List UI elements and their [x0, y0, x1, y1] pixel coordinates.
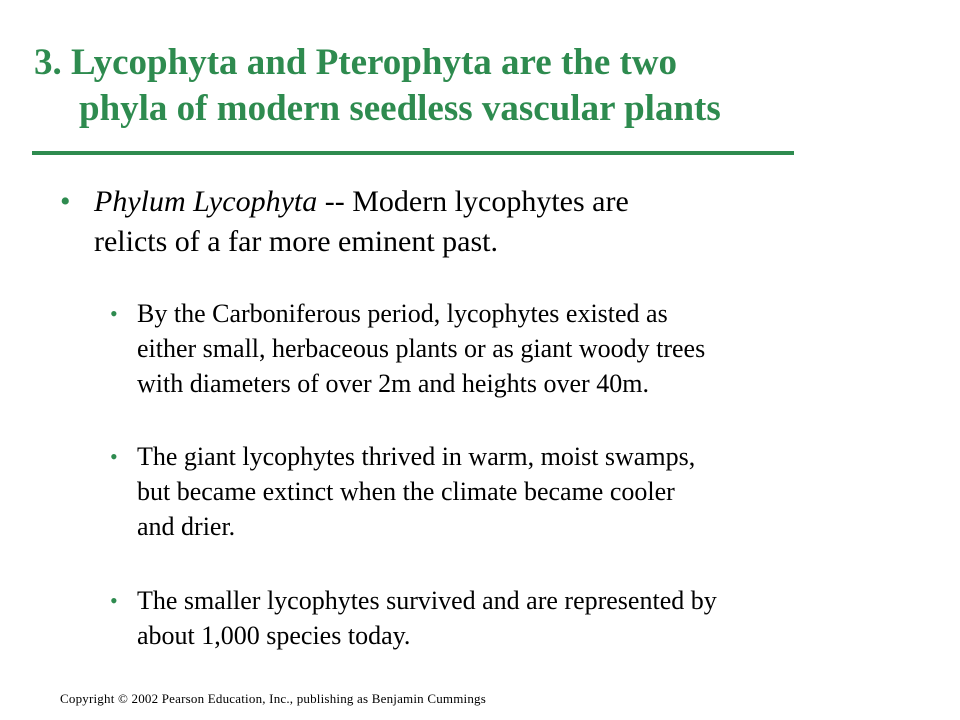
sub-bullet-line: but became extinct when the climate became cooler: [137, 477, 675, 506]
title-divider: [32, 151, 794, 155]
bullet-dot-icon: •: [60, 185, 71, 218]
sub-bullet-dot-icon: •: [110, 444, 118, 469]
sub-bullet-text: [137, 296, 927, 401]
main-bullet-line-2: relicts of a far more eminent past.: [94, 225, 499, 258]
title-line-1: 3. Lycophyta and Pterophyta are the two: [34, 42, 678, 83]
slide-title: [34, 40, 934, 132]
sub-bullet-line: The smaller lycophytes survived and are represented by: [137, 586, 717, 615]
sub-bullet-line: either small, herbaceous plants or as giant woody trees: [137, 334, 706, 363]
sub-bullet-text: [137, 439, 927, 544]
main-bullet-line-1: [94, 182, 884, 222]
sub-bullet-text: [137, 583, 927, 653]
sub-bullet-line: about 1,000 species today.: [137, 621, 411, 650]
sub-bullet-line: By the Carboniferous period, lycophytes existed as: [137, 299, 668, 328]
sub-bullet-dot-icon: •: [110, 588, 118, 613]
main-bullet-italic-term: Phylum Lycophyta: [94, 185, 318, 218]
sub-bullet-dot-icon: •: [110, 301, 118, 326]
main-bullet-line-1-rest: -- Modern lycophytes are: [317, 185, 629, 218]
sub-bullet-line: with diameters of over 2m and heights over 40m.: [137, 369, 649, 398]
main-bullet-text: [94, 182, 884, 262]
copyright-footer: Copyright © 2002 Pearson Education, Inc., publishing as Benjamin Cummings: [60, 691, 486, 706]
sub-bullet-line: The giant lycophytes thrived in warm, moist swamps,: [137, 442, 696, 471]
sub-bullet-line: and drier.: [137, 512, 236, 541]
title-line-2: phyla of modern seedless vascular plants: [79, 88, 721, 129]
